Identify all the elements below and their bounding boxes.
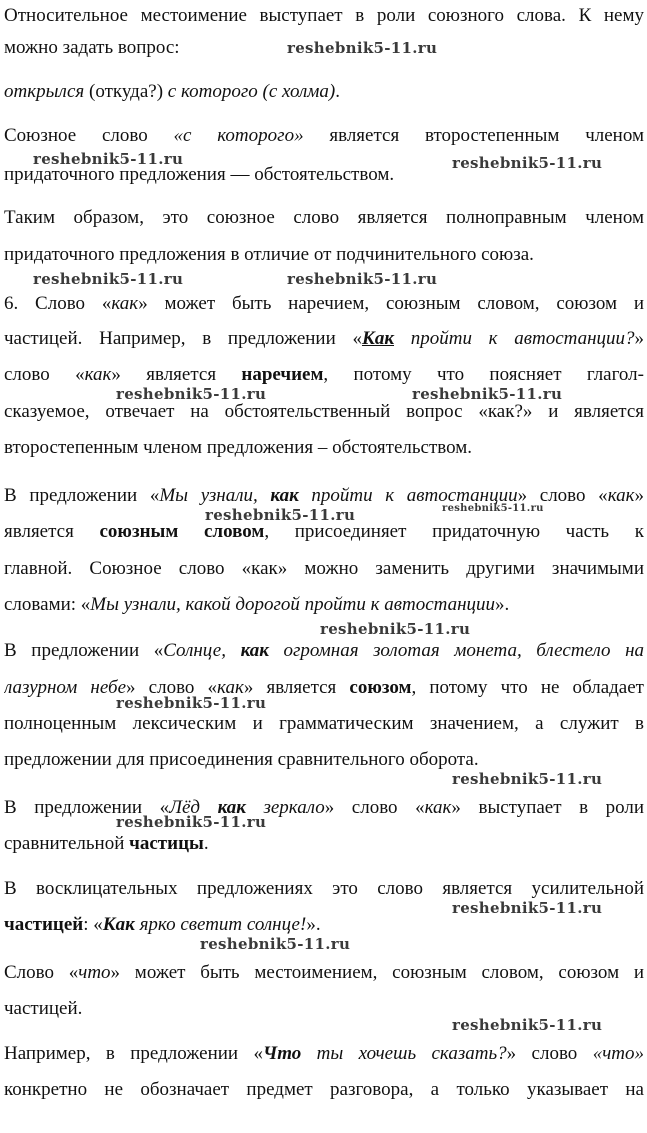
text-line <box>4 796 644 820</box>
text-run: огромная золотая монета, блестело на <box>268 640 644 661</box>
text-run: ты хочешь сказать? <box>301 1043 507 1064</box>
text-run: сравнительной <box>4 833 130 854</box>
text-run: » слово « <box>126 677 218 698</box>
watermark: reshebnik5-11.ru <box>287 270 438 288</box>
text-run: как <box>270 485 299 506</box>
text-run: открылся <box>4 81 85 102</box>
text-run: как <box>240 640 269 661</box>
text-run: что <box>78 962 111 983</box>
text-run: предложении для присоединения сравнительного оборота. <box>4 749 479 770</box>
text-run: » может быть местоимением, союзным словом, союзом и <box>110 962 644 983</box>
text-run: наречием <box>241 364 324 385</box>
text-run: Таким образом, это союзное слово является полноправным членом <box>4 207 644 228</box>
text-run: » слово « <box>324 797 425 818</box>
text-line <box>4 243 644 267</box>
text-run: союзом <box>349 677 412 698</box>
text-run: , присоединяет придаточную часть к <box>264 521 644 542</box>
text-run: как <box>217 797 246 818</box>
text-run: ярко светит солнце! <box>134 914 307 935</box>
text-line <box>4 832 644 856</box>
watermark: reshebnik5-11.ru <box>287 39 438 57</box>
text-run: сказуемое, отвечает на обстоятельственный вопрос «как?» и является <box>4 401 644 422</box>
text-run: главной. Союзное слово «как» можно заменить другими значимыми <box>4 558 644 579</box>
text-run: Относительное местоимение выступает в роли союзного слова. К нему <box>4 5 644 26</box>
text-line <box>4 961 644 985</box>
text-run: лазурном небе <box>4 677 127 698</box>
watermark: reshebnik5-11.ru <box>452 154 603 172</box>
text-run: ». <box>495 594 510 615</box>
text-run: В предложении « <box>4 485 160 506</box>
text-run: является <box>4 521 100 542</box>
text-line <box>4 877 644 901</box>
text-run: полноценным лексическим и грамматическим значением, а служит в <box>4 713 644 734</box>
text-run: Как <box>361 328 395 349</box>
text-run: : « <box>83 914 103 935</box>
text-run: (откуда?) <box>84 81 168 102</box>
text-run: Мы узнали, <box>159 485 271 506</box>
text-line <box>4 327 644 351</box>
text-run: Слово « <box>4 962 79 983</box>
text-line <box>4 1078 644 1102</box>
text-line <box>4 676 644 700</box>
text-run: как <box>217 677 244 698</box>
text-run: словами: « <box>4 594 91 615</box>
text-line <box>4 4 644 28</box>
text-run: придаточного предложения в отличие от подчинительного союза. <box>4 244 534 265</box>
text-run: » является <box>243 677 350 698</box>
text-run: 6. Слово « <box>4 293 112 314</box>
text-line <box>4 292 644 316</box>
watermark: reshebnik5-11.ru <box>320 620 471 638</box>
watermark: reshebnik5-11.ru <box>412 385 563 403</box>
text-run: как <box>84 364 112 385</box>
text-run: Как <box>102 914 135 935</box>
text-run: союзным словом <box>99 521 265 542</box>
text-run: как <box>424 797 452 818</box>
text-run: пройти к автостанции <box>298 485 518 506</box>
watermark: reshebnik5-11.ru <box>452 899 603 917</box>
text-run: «что» <box>592 1043 644 1064</box>
text-run: конкретно не обозначает предмет разговора, а только указывает на <box>4 1079 644 1100</box>
text-run: » выступает в роли <box>451 797 644 818</box>
text-run: можно задать вопрос: <box>4 37 180 58</box>
watermark: reshebnik5-11.ru <box>33 270 184 288</box>
text-run: частицей. <box>4 998 83 1019</box>
watermark: reshebnik5-11.ru <box>116 385 267 403</box>
text-run: как <box>111 293 139 314</box>
watermark: reshebnik5-11.ru <box>452 1016 603 1034</box>
text-run: Мы узнали, какой дорогой пройти к автостанции <box>90 594 496 615</box>
watermark: reshebnik5-11.ru <box>116 694 267 712</box>
text-line <box>4 593 644 617</box>
text-line <box>4 1042 644 1066</box>
text-line <box>4 124 644 148</box>
watermark: reshebnik5-11.ru <box>33 150 184 168</box>
text-run: . <box>335 81 340 102</box>
watermark: reshebnik5-11.ru <box>200 935 351 953</box>
watermark: reshebnik5-11.ru <box>205 506 356 524</box>
text-run: » слово « <box>517 485 608 506</box>
text-line <box>4 639 644 663</box>
text-run: , потому что поясняет глагол- <box>323 364 644 385</box>
text-run: придаточного предложения — обстоятельством. <box>4 164 395 185</box>
text-run: второстепенным членом предложения – обстоятельством. <box>4 437 473 458</box>
text-run: частицей <box>4 914 84 935</box>
text-line <box>4 400 644 424</box>
text-run: В восклицательных предложениях это слово является усилительной <box>4 878 644 899</box>
text-line <box>4 363 644 387</box>
text-line <box>4 484 644 508</box>
text-line <box>4 436 644 460</box>
text-run: частицы <box>129 833 204 854</box>
text-run: Солнце, <box>163 640 241 661</box>
text-run: ». <box>306 914 321 935</box>
text-run: » слово <box>506 1043 593 1064</box>
text-run: » <box>634 485 644 506</box>
text-run: зеркало <box>245 797 325 818</box>
watermark: reshebnik5-11.ru <box>116 813 267 831</box>
text-run: , потому что не обладает <box>411 677 644 698</box>
text-run: В предложении « <box>4 640 164 661</box>
text-line <box>4 712 644 736</box>
text-run: » является <box>111 364 242 385</box>
text-line <box>4 748 644 772</box>
text-run: является второстепенным членом <box>303 125 644 146</box>
text-run: В предложении « <box>4 797 170 818</box>
text-line <box>4 206 644 230</box>
watermark: reshebnik5-11.ru <box>452 770 603 788</box>
text-run: «с которого» <box>173 125 304 146</box>
text-run: » <box>634 328 644 349</box>
text-line <box>4 80 644 104</box>
text-run: Лёд <box>169 797 218 818</box>
text-run: Например, в предложении « <box>4 1043 263 1064</box>
text-run: слово « <box>4 364 85 385</box>
watermark: reshebnik5-11.ru <box>442 503 544 514</box>
text-run: с которого (с холма) <box>167 81 336 102</box>
text-run: пройти к автостанции? <box>394 328 635 349</box>
text-run: Что <box>262 1043 302 1064</box>
text-run: Союзное слово <box>4 125 174 146</box>
text-run: частицей. Например, в предложении « <box>4 328 362 349</box>
text-run: » может быть наречием, союзным словом, союзом и <box>138 293 644 314</box>
text-run: . <box>203 833 209 854</box>
text-run: как <box>607 485 635 506</box>
text-line <box>4 557 644 581</box>
